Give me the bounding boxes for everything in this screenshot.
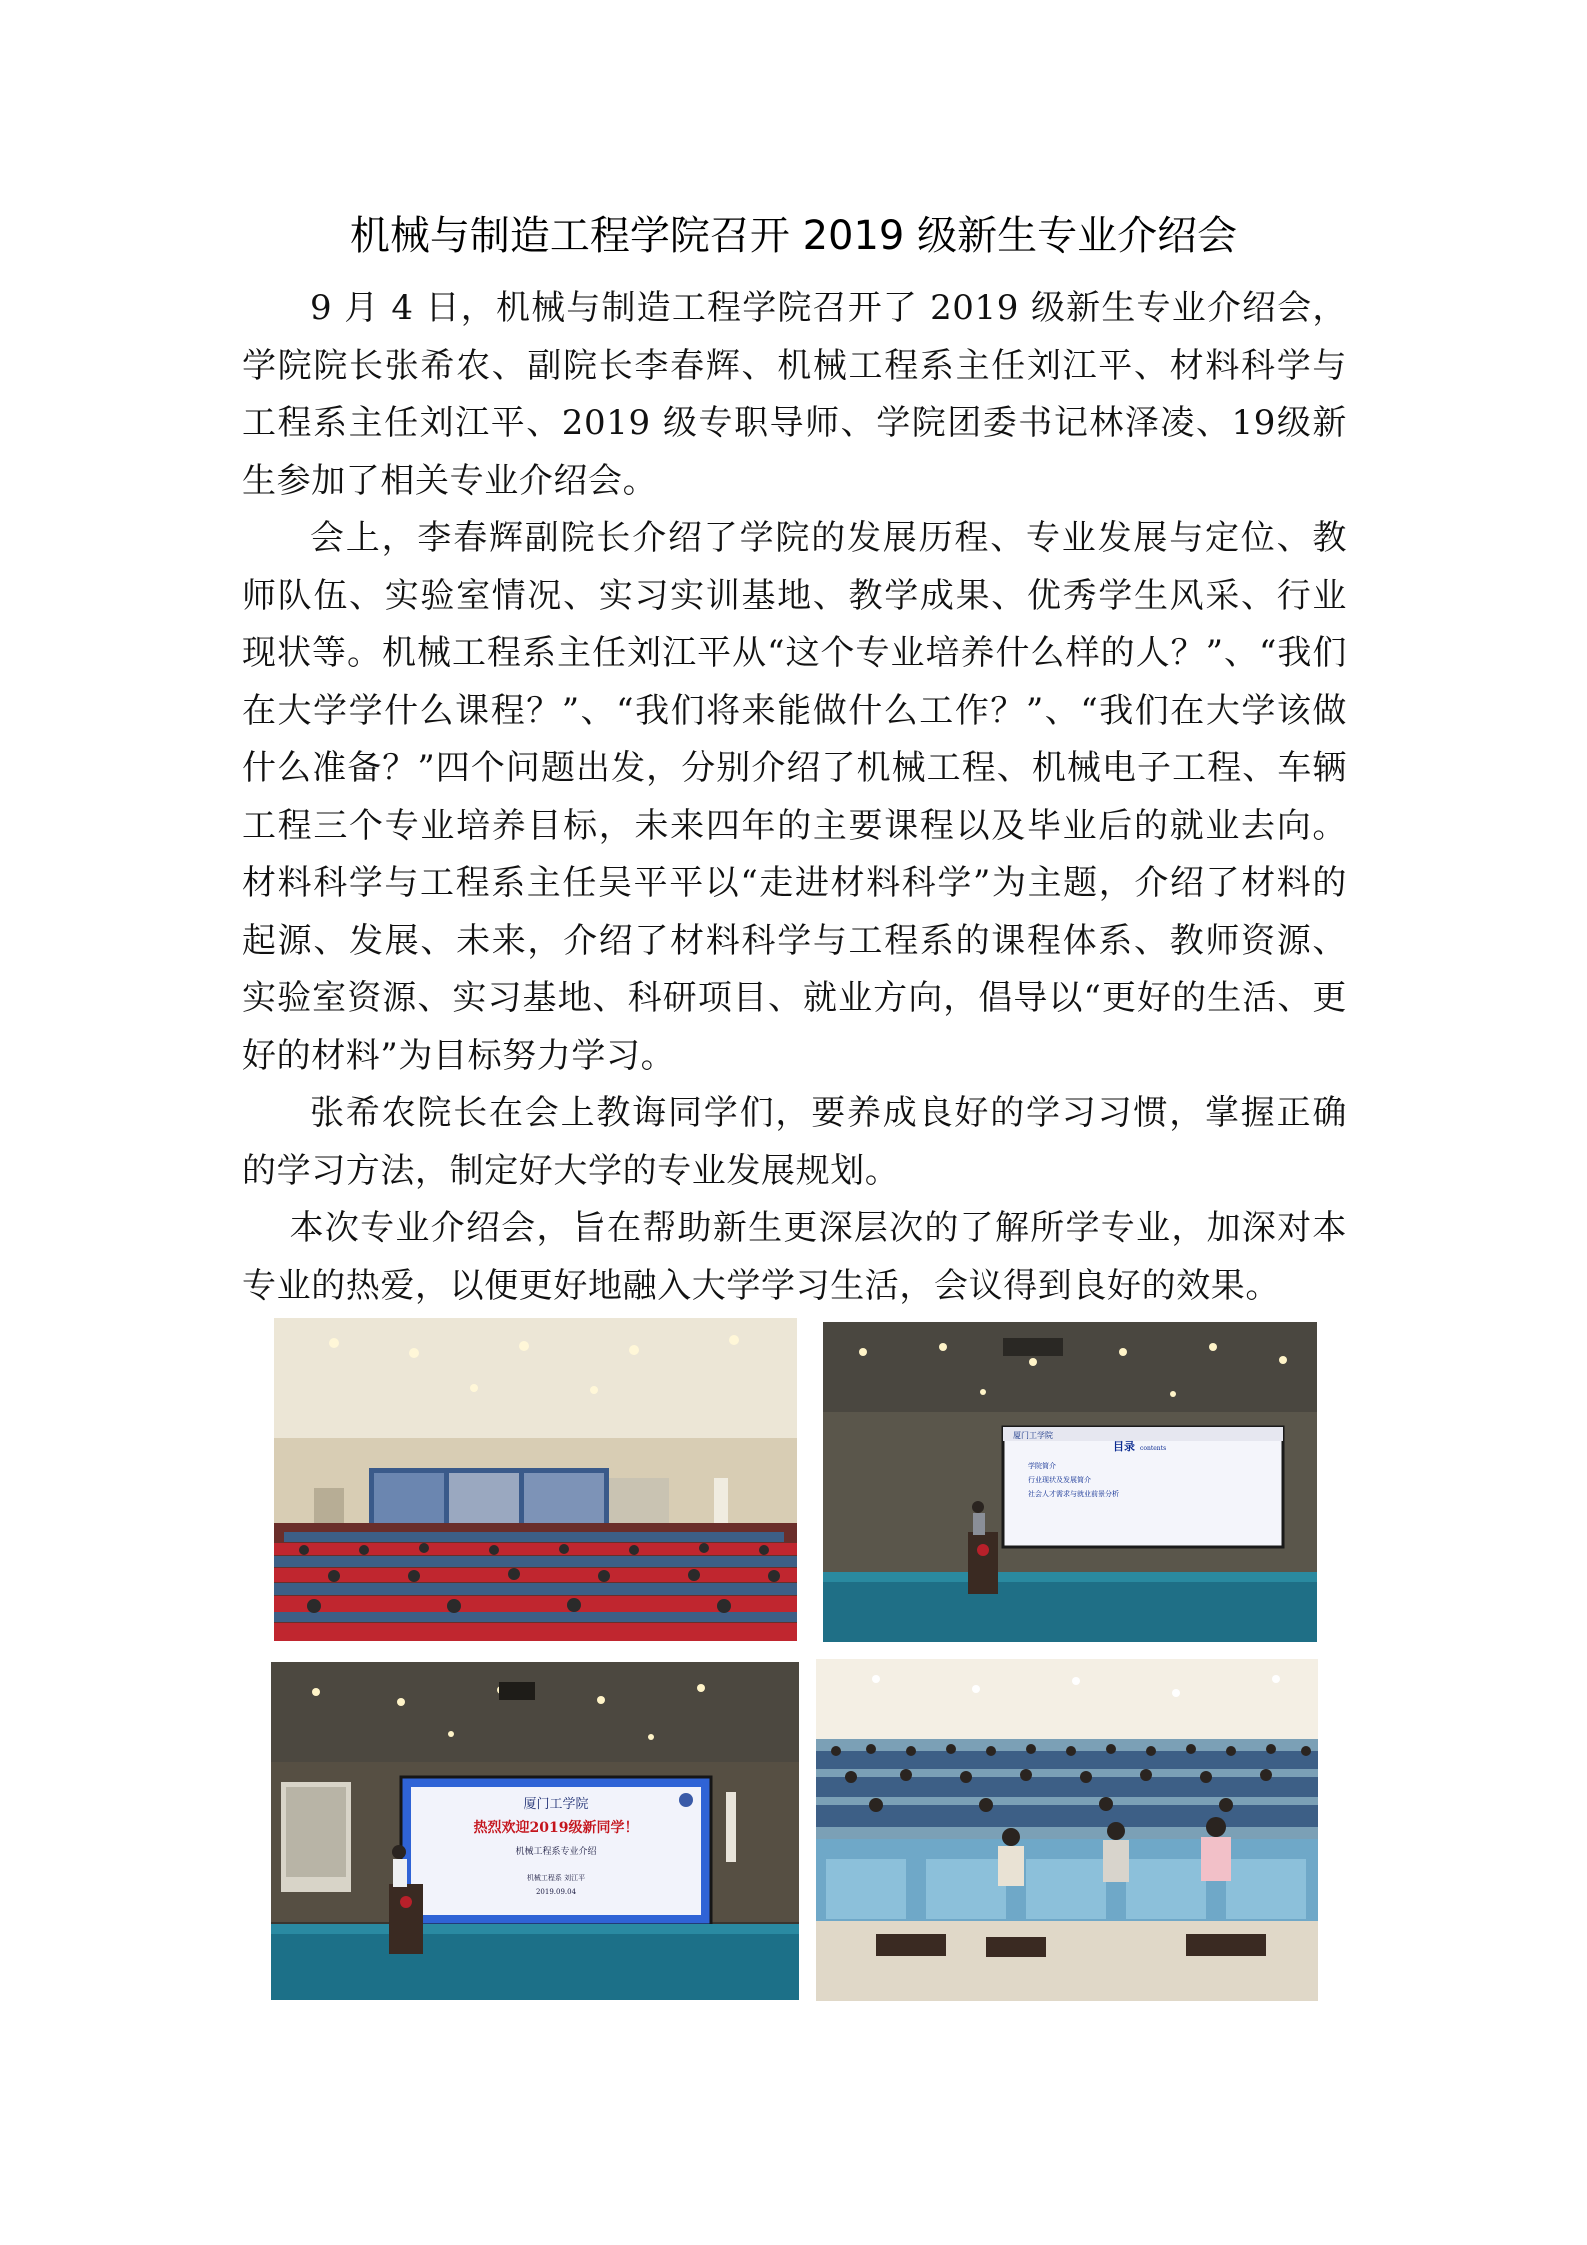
- svg-text:厦门工学院: 厦门工学院: [1013, 1431, 1053, 1440]
- photo-stage-welcome-slide: [271, 1662, 799, 2000]
- slide-item-3: 社会人才需求与就业前景分析: [1028, 1490, 1119, 1498]
- paragraph-4: 本次专业介绍会，旨在帮助新生更深层次的了解所学专业，加深对本专业的热爱，以便更好地融入大学学习生活，会议得到良好的效果。: [242, 1208, 1347, 1306]
- slide-school-name: 厦门工学院: [523, 1797, 589, 1812]
- photo-audience-blue-seats: [816, 1659, 1318, 2001]
- paragraph-1: 9 月 4 日，机械与制造工程学院召开了 2019 级新生专业介绍会，学院院长张希农、副院长李春辉、机械工程系主任刘江平、材料科学与工程系主任刘江平、2019 级专职导师、学院团委书记林泽凌、19级新生参加了相关专业介绍会。: [242, 288, 1347, 501]
- article-body: [242, 280, 1347, 1315]
- article-title: 机械与制造工程学院召开 2019 级新生专业介绍会: [349, 213, 1238, 259]
- slide-date: 2019.09.04: [535, 1888, 577, 1896]
- photo-stage-contents-slide: [823, 1322, 1317, 1642]
- slide-presenter: 机械工程系 刘江平: [526, 1874, 586, 1882]
- slide-welcome: 热烈欢迎2019级新同学！: [473, 1820, 639, 1836]
- paragraph-2: 会上，李春辉副院长介绍了学院的发展历程、专业发展与定位、教师队伍、实验室情况、实习实训基地、教学成果、优秀学生风采、行业现状等。机械工程系主任刘江平从“这个专业培养什么样的人？”、“我们在大学学什么课程？”、“我们将来能做什么工作？”、“我们在大学该做什么准备？”四个问题出发，分别介绍了机械工程、机械电子工程、车辆工程三个专业培养目标，未来四年的主要课程以及毕业后的就业去向。材料科学与工程系主任吴平平以“走进材料科学”为主题，介绍了材料的起源、发展、未来，介绍了材料科学与工程系的课程体系、教师资源、实验室资源、实习基地、科研项目、就业方向，倡导以“更好的生活、更好的材料”为目标努力学习。: [242, 518, 1347, 1076]
- slide-heading: 目录: [1113, 1440, 1135, 1453]
- paragraph-3: 张希农院长在会上教诲同学们，要养成良好的学习习惯，掌握正确的学习方法，制定好大学的专业发展规划。: [242, 1093, 1347, 1191]
- photo-lecture-hall-red-seats: [274, 1318, 797, 1641]
- slide-item-1: 学院简介: [1028, 1462, 1056, 1470]
- slide-heading-en: contents: [1140, 1445, 1167, 1452]
- slide-item-2: 行业现状及发展简介: [1028, 1476, 1091, 1484]
- slide-subtitle: 机械工程系专业介绍: [515, 1847, 597, 1857]
